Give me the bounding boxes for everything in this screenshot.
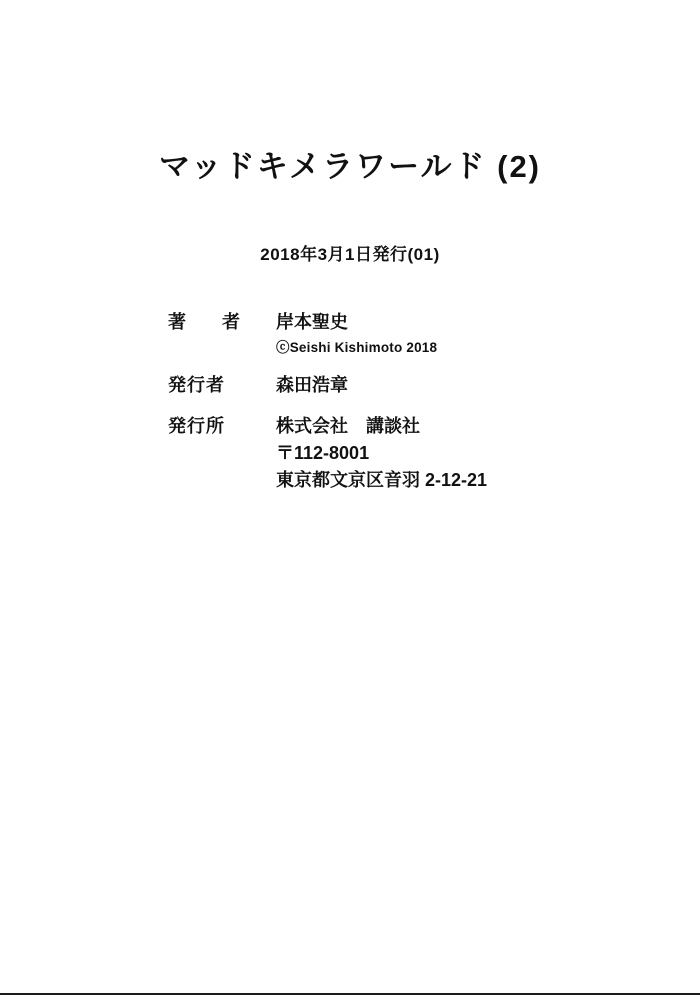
credit-value-author	[276, 309, 437, 358]
credit-label-publisher: 発行者	[168, 375, 225, 395]
street-address: 東京都文京区音羽 2-12-21	[276, 470, 488, 490]
copyright-notice: ⓒSeishi Kishimoto 2018	[276, 339, 438, 355]
credit-row-publishing-office	[168, 413, 700, 500]
publisher-name: 森田浩章	[276, 375, 348, 395]
credits-list	[0, 265, 700, 500]
colophon-block	[0, 148, 700, 500]
credit-row-author	[168, 309, 700, 372]
credit-label-author: 著 者	[168, 311, 249, 332]
credit-row-publisher	[168, 372, 700, 413]
credit-value-publishing-office	[276, 413, 487, 494]
author-name: 岸本聖史	[276, 311, 348, 332]
company-name: 株式会社 講談社	[276, 416, 420, 436]
credit-label-publishing-office: 発行所	[168, 416, 225, 436]
postal-code: 〒112-8001	[276, 443, 370, 463]
page-title: マッドキメラワールド (2)	[158, 149, 542, 184]
publication-date: 2018年3月1日発行(01)	[260, 244, 440, 264]
credit-value-publisher	[276, 372, 348, 399]
